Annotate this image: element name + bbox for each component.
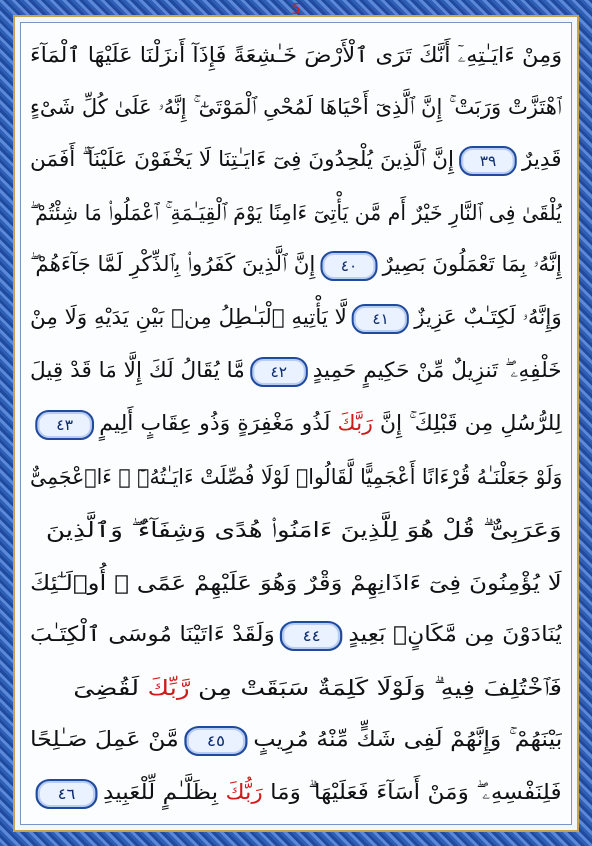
verse-line (30, 609, 562, 663)
verse-line-text (30, 571, 562, 595)
verse-line-text (30, 146, 562, 176)
verse-line-text (30, 95, 562, 120)
ayah-number-marker: ٤٢ (250, 357, 308, 387)
verse-line-text (30, 410, 562, 440)
verse-text: فَٱخْتُلِفَ فِيهِ ۗ وَلَوْلَا كَلِمَةٌ سَبَقَتْ مِن (189, 676, 562, 701)
divine-name-highlight: رَّبِّكَ (147, 676, 190, 701)
divine-name-highlight: رَبَّكَ (337, 410, 374, 435)
verse-text: وَلَوْ جَعَلْنَـٰهُ قُرْءَانًا أَعْجَمِيًّا لَّقَالُوا۟ لَوْلَا فُصِّلَتْ ءَايَـٰتُهُۥٓ ۖ ءَا۬عْجَمِىٌّ (30, 465, 562, 490)
verse-text: مَّا يُقَالُ لَكَ إِلَّا مَا قَدْ قِيلَ (30, 357, 246, 382)
verse-text: لَقُضِىَ (73, 676, 148, 701)
verse-text: وَلَقَدْ ءَاتَيْنَا مُوسَى ٱلْكِتَـٰبَ (30, 621, 275, 646)
ayah-number-marker: ٤٥ (184, 726, 247, 756)
verse-line-text (30, 201, 562, 226)
verse-text: لَّا يَأْتِيهِ ٱلْبَـٰطِلُ مِنۢ بَيْنِ يَدَيْهِ وَلَا مِنْ (30, 305, 348, 329)
verse-text: بِظَلَّـٰمٍ لِّلْعَبِيدِ (103, 780, 226, 805)
verse-line (30, 662, 562, 716)
verse-text: لَا يُؤْمِنُونَ فِىٓ ءَاذَانِهِمْ وَقْرٌ وَهُوَ عَلَيْهِمْ عَمًى ۚ أُو۟لَـٰٓئِكَ (30, 571, 562, 595)
verse-text: إِنَّ ٱلَّذِينَ يُلْحِدُونَ فِىٓ ءَايَـٰتِنَا لَا يَخْفَوْنَ عَلَيْنَآ ۗ أَفَمَن (30, 146, 455, 171)
ayah-number-marker: ٤١ (352, 304, 409, 334)
ayah-number-marker: ٤٦ (36, 779, 98, 809)
verse-line (30, 767, 562, 821)
verse-line-text (30, 43, 562, 68)
verse-line (30, 398, 562, 452)
verse-line (30, 239, 562, 293)
verse-line (30, 450, 562, 504)
verse-text: قَدِيرٌ (522, 146, 562, 171)
verse-text: لَذُو مَغْفِرَةٍ وَذُو عِقَابٍ أَلِيمٍ (99, 410, 338, 435)
verse-text: ٱهْتَزَّتْ وَرَبَتْ ۚ إِنَّ ٱلَّذِىٓ أَحْيَاهَا لَمُحْىِ ٱلْمَوْتَىٰٓ ۚ إِنَّهُۥ عَلَىٰ كُلِّ شَىْءٍ (30, 95, 562, 120)
ayah-number-marker: ٤٠ (321, 251, 378, 281)
verse-text: فَلِنَفْسِهِۦ ۖ وَمَنْ أَسَآءَ فَعَلَيْهَا ۗ وَمَا (263, 780, 562, 805)
verse-line (30, 81, 562, 135)
verse-text: مَّنْ عَمِلَ صَـٰلِحًا (30, 727, 179, 752)
verse-line-text (46, 518, 562, 543)
verse-text: إِنَّ ٱلَّذِينَ كَفَرُوا۟ بِٱلذِّكْرِ لَمَّا جَآءَهُمْ ۖ (30, 252, 316, 277)
verse-line-text (30, 726, 562, 756)
verse-text: وَمِنْ ءَايَـٰتِهِۦٓ أَنَّكَ تَرَى ٱلْأَرْضَ خَـٰشِعَةً فَإِذَآ أَنزَلْنَا عَلَيْهَا ٱلْمَآءَ (30, 42, 562, 67)
verse-text: إِنَّهُۥ بِمَا تَعْمَلُونَ بَصِيرٌ (382, 252, 562, 277)
verse-text: يُنَادَوْنَ مِن مَّكَانٍۭ بَعِيدٍ (348, 621, 562, 646)
verse-line (30, 186, 562, 240)
verse-text: يُلْقَىٰ فِى ٱلنَّارِ خَيْرٌ أَم مَّن يَأْتِىٓ ءَامِنًا يَوْمَ ٱلْقِيَـٰمَةِ ۚ ٱعْمَلُوا۟ مَا شِئْتُمْ ۖ (30, 200, 562, 225)
verse-line (30, 28, 562, 82)
verse-line-text (30, 465, 562, 489)
verse-line-text (73, 676, 562, 701)
verse-line-text (30, 357, 562, 387)
verse-text: لِلرُّسُلِ مِن قَبْلِكَ ۚ إِنَّ (373, 410, 562, 435)
verse-line-text (30, 621, 562, 651)
divine-name-highlight: رَبُّكَ (225, 780, 264, 805)
verse-line-text (30, 304, 562, 334)
verse-text: وَإِنَّهُۥ لَكِتَـٰبٌ عَزِيزٌ (414, 305, 562, 329)
verse-text: خَلْفِهِۦ ۖ تَنزِيلٌ مِّنْ حَكِيمٍ حَمِيدٍ (313, 357, 562, 382)
page-number: 5 (291, 0, 301, 18)
verse-line-text (30, 251, 562, 281)
verse-line (30, 134, 562, 188)
ayah-number-marker: ٤٤ (281, 621, 343, 651)
verse-line (30, 292, 562, 346)
verse-line-text (30, 779, 562, 809)
verse-line (30, 714, 562, 768)
verse-text: وَعَرَبِىٌّ ۗ قُلْ هُوَ لِلَّذِينَ ءَامَنُوا۟ هُدًى وَشِفَآءٌ ۖ وَٱلَّذِينَ (46, 517, 562, 542)
verse-text: بَيْنَهُمْ ۚ وَإِنَّهُمْ لَفِى شَكٍّ مِّنْهُ مُرِيبٍ (252, 727, 562, 752)
ayah-number-marker: ٤٣ (36, 410, 95, 440)
verse-line (30, 345, 562, 399)
verse-line (30, 556, 562, 610)
verse-line (30, 503, 562, 557)
ayah-number-marker: ٣٩ (460, 146, 518, 176)
